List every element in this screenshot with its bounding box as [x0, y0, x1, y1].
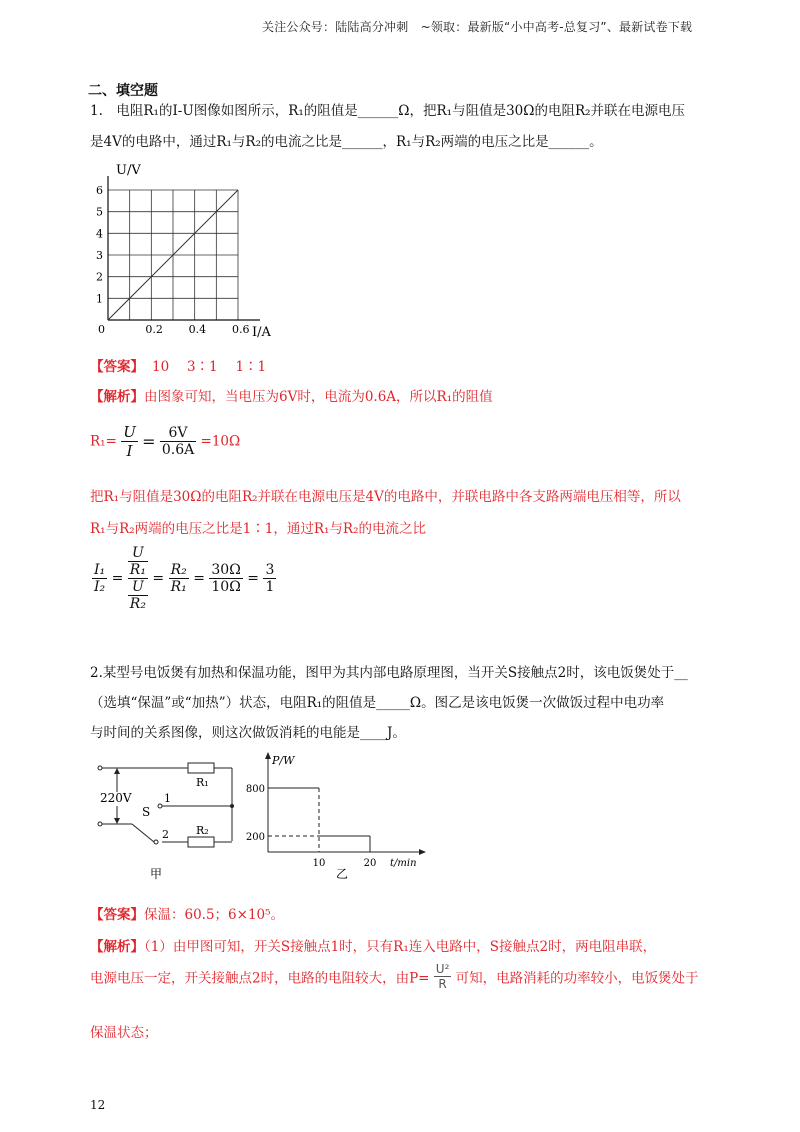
fraction-30-over-10: $\frac{30\Omega}{10\Omega}$ — [211, 562, 241, 595]
answer-label: 【答案】 — [90, 359, 144, 375]
q2-analysis-2: 电源电压一定，开关接触点2时，电路的电阻较大，由P= $\frac{\text{U²}}{R}$ 可知，电路消耗的功率较小，电饭煲处于 — [90, 962, 699, 991]
circuit-caption: 甲 — [150, 867, 163, 881]
r2-label: R₂ — [196, 824, 209, 837]
switch-label: S — [142, 805, 151, 819]
section-title: 二、填空题 — [88, 83, 158, 99]
iu-y-tick-label: 4 — [96, 227, 103, 241]
iu-x-axis-label: I/A — [252, 325, 271, 340]
iu-x-tick-label: 0.4 — [188, 323, 207, 336]
formula-current-ratio: $\frac{\text{I₁}}{\text{I₂}}$ = $\frac{\frac{U}{\text{R₁}}}{\frac{U}{\text{R₂}}}$ = $\frac{\text{R₂}}{\text{R₁}}$ = $\frac{30\Omega}{10\Omega}$ = $\frac{3}{1}$ — [94, 545, 275, 612]
q1-answer — [90, 352, 266, 382]
formula-lhs: R₁= — [90, 433, 117, 450]
formula-r1: R₁= $\frac{U}{I}$ = $\frac{6V}{0.6A}$ =10Ω — [90, 423, 241, 460]
power-graph — [240, 750, 430, 885]
fraction-compound: $\frac{\frac{U}{\text{R₁}}}{\frac{U}{\text{R₂}}}$ — [129, 545, 146, 612]
power-y-tick-800: 800 — [245, 784, 265, 795]
q2-analysis-3: 保温状态； — [90, 1025, 158, 1041]
fraction-u-over-i: $\frac{U}{I}$ — [123, 423, 136, 460]
power-y-axis-label: P/W — [272, 754, 295, 767]
analysis-label: 【解析】 — [90, 939, 144, 955]
page-header: 关注公众号：陆陆高分冲刺 ~领取：最新版“小中高考-总复习”、最新试卷下载 — [262, 20, 693, 34]
fraction-r2-over-r1: $\frac{\text{R₂}}{\text{R₁}}$ — [170, 562, 187, 595]
iu-x-ticks — [98, 323, 250, 336]
q2-line2: （选填“保温”或“加热”）状态，电阻R₁的阻值是_____Ω。图乙是该电饭煲一次做饭过程中电功率 — [90, 695, 665, 711]
iu-y-tick-label: 3 — [96, 249, 103, 262]
contact-1-label: 1 — [164, 792, 171, 805]
q2-answer — [90, 900, 284, 930]
iu-graph — [90, 162, 300, 340]
q1-analysis-3: R₁与R₂两端的电压之比是1∶1，通过R₁与R₂的电流之比 — [90, 521, 426, 537]
analysis-text: 由图象可知，当电压为6V时，电流为0.6A，所以R₁的阻值 — [144, 389, 493, 405]
q1-analysis-2: 把R₁与阻值是30Ω的电阻R₂并联在电源电压是4V的电路中，并联电路中各支路两端电压相等，所以 — [90, 489, 681, 505]
q2-line1: 2.某型号电饭煲有加热和保温功能，图甲为其内部电路原理图，当开关S接触点2时，该电饭煲处于__ — [90, 665, 688, 681]
power-x-tick-20: 20 — [363, 858, 377, 869]
power-caption: 乙 — [336, 867, 349, 881]
answer-text: 10 3∶1 1∶1 — [152, 359, 267, 375]
iu-x-tick-label: 0 — [98, 323, 105, 336]
fraction-6v-over-06a: $\frac{6V}{0.6A}$ — [161, 425, 195, 458]
formula-result: =10Ω — [200, 433, 241, 450]
r1-label: R₁ — [196, 776, 209, 789]
voltage-label: 220V — [100, 791, 132, 805]
q2-analysis-1 — [90, 932, 656, 962]
iu-x-tick-label: 0.2 — [145, 323, 163, 336]
fraction-u2-over-r: $\frac{\text{U²}}{R}$ — [435, 962, 450, 991]
iu-y-axis-label: U/V — [116, 163, 141, 178]
page-number: 12 — [90, 1098, 106, 1112]
contact-2-label: 2 — [162, 828, 169, 841]
q1-line2: 是4V的电路中，通过R₁与R₂的电流之比是______，R₁与R₂两端的电压之比是______。 — [90, 134, 603, 150]
analysis-text: （1）由甲图可知，开关S接触点1时，只有R₁连入电路中，S接触点2时，两电阻串联， — [144, 939, 657, 955]
power-x-axis-label: t/min — [390, 858, 417, 869]
iu-y-tick-label: 1 — [96, 292, 103, 306]
power-y-tick-200: 200 — [245, 832, 265, 843]
circuit-diagram — [92, 750, 242, 885]
fraction-i1-over-i2: $\frac{\text{I₁}}{\text{I₂}}$ — [94, 562, 106, 595]
answer-label: 【答案】 — [90, 907, 144, 923]
power-x-tick-10: 10 — [312, 858, 326, 869]
iu-y-tick-label: 2 — [96, 270, 103, 284]
iu-y-ticks — [96, 184, 103, 305]
q1-line1: 1. 电阻R₁的I-U图像如图所示，R₁的阻值是______Ω，把R₁与阻值是30Ω的电阻R₂并联在电源电压 — [90, 103, 686, 119]
fraction-3-over-1: $\frac{3}{1}$ — [265, 562, 275, 595]
iu-x-tick-label: 0.6 — [232, 323, 250, 336]
iu-y-tick-label: 5 — [96, 205, 103, 219]
analysis-label: 【解析】 — [90, 389, 144, 405]
q1-analysis-1 — [90, 382, 493, 412]
q2-line3: 与时间的关系图像，则这次做饭消耗的电能是____J。 — [90, 725, 406, 741]
iu-y-tick-label: 6 — [96, 184, 103, 197]
answer-text: 保温：60.5；6×10⁵。 — [144, 907, 285, 923]
